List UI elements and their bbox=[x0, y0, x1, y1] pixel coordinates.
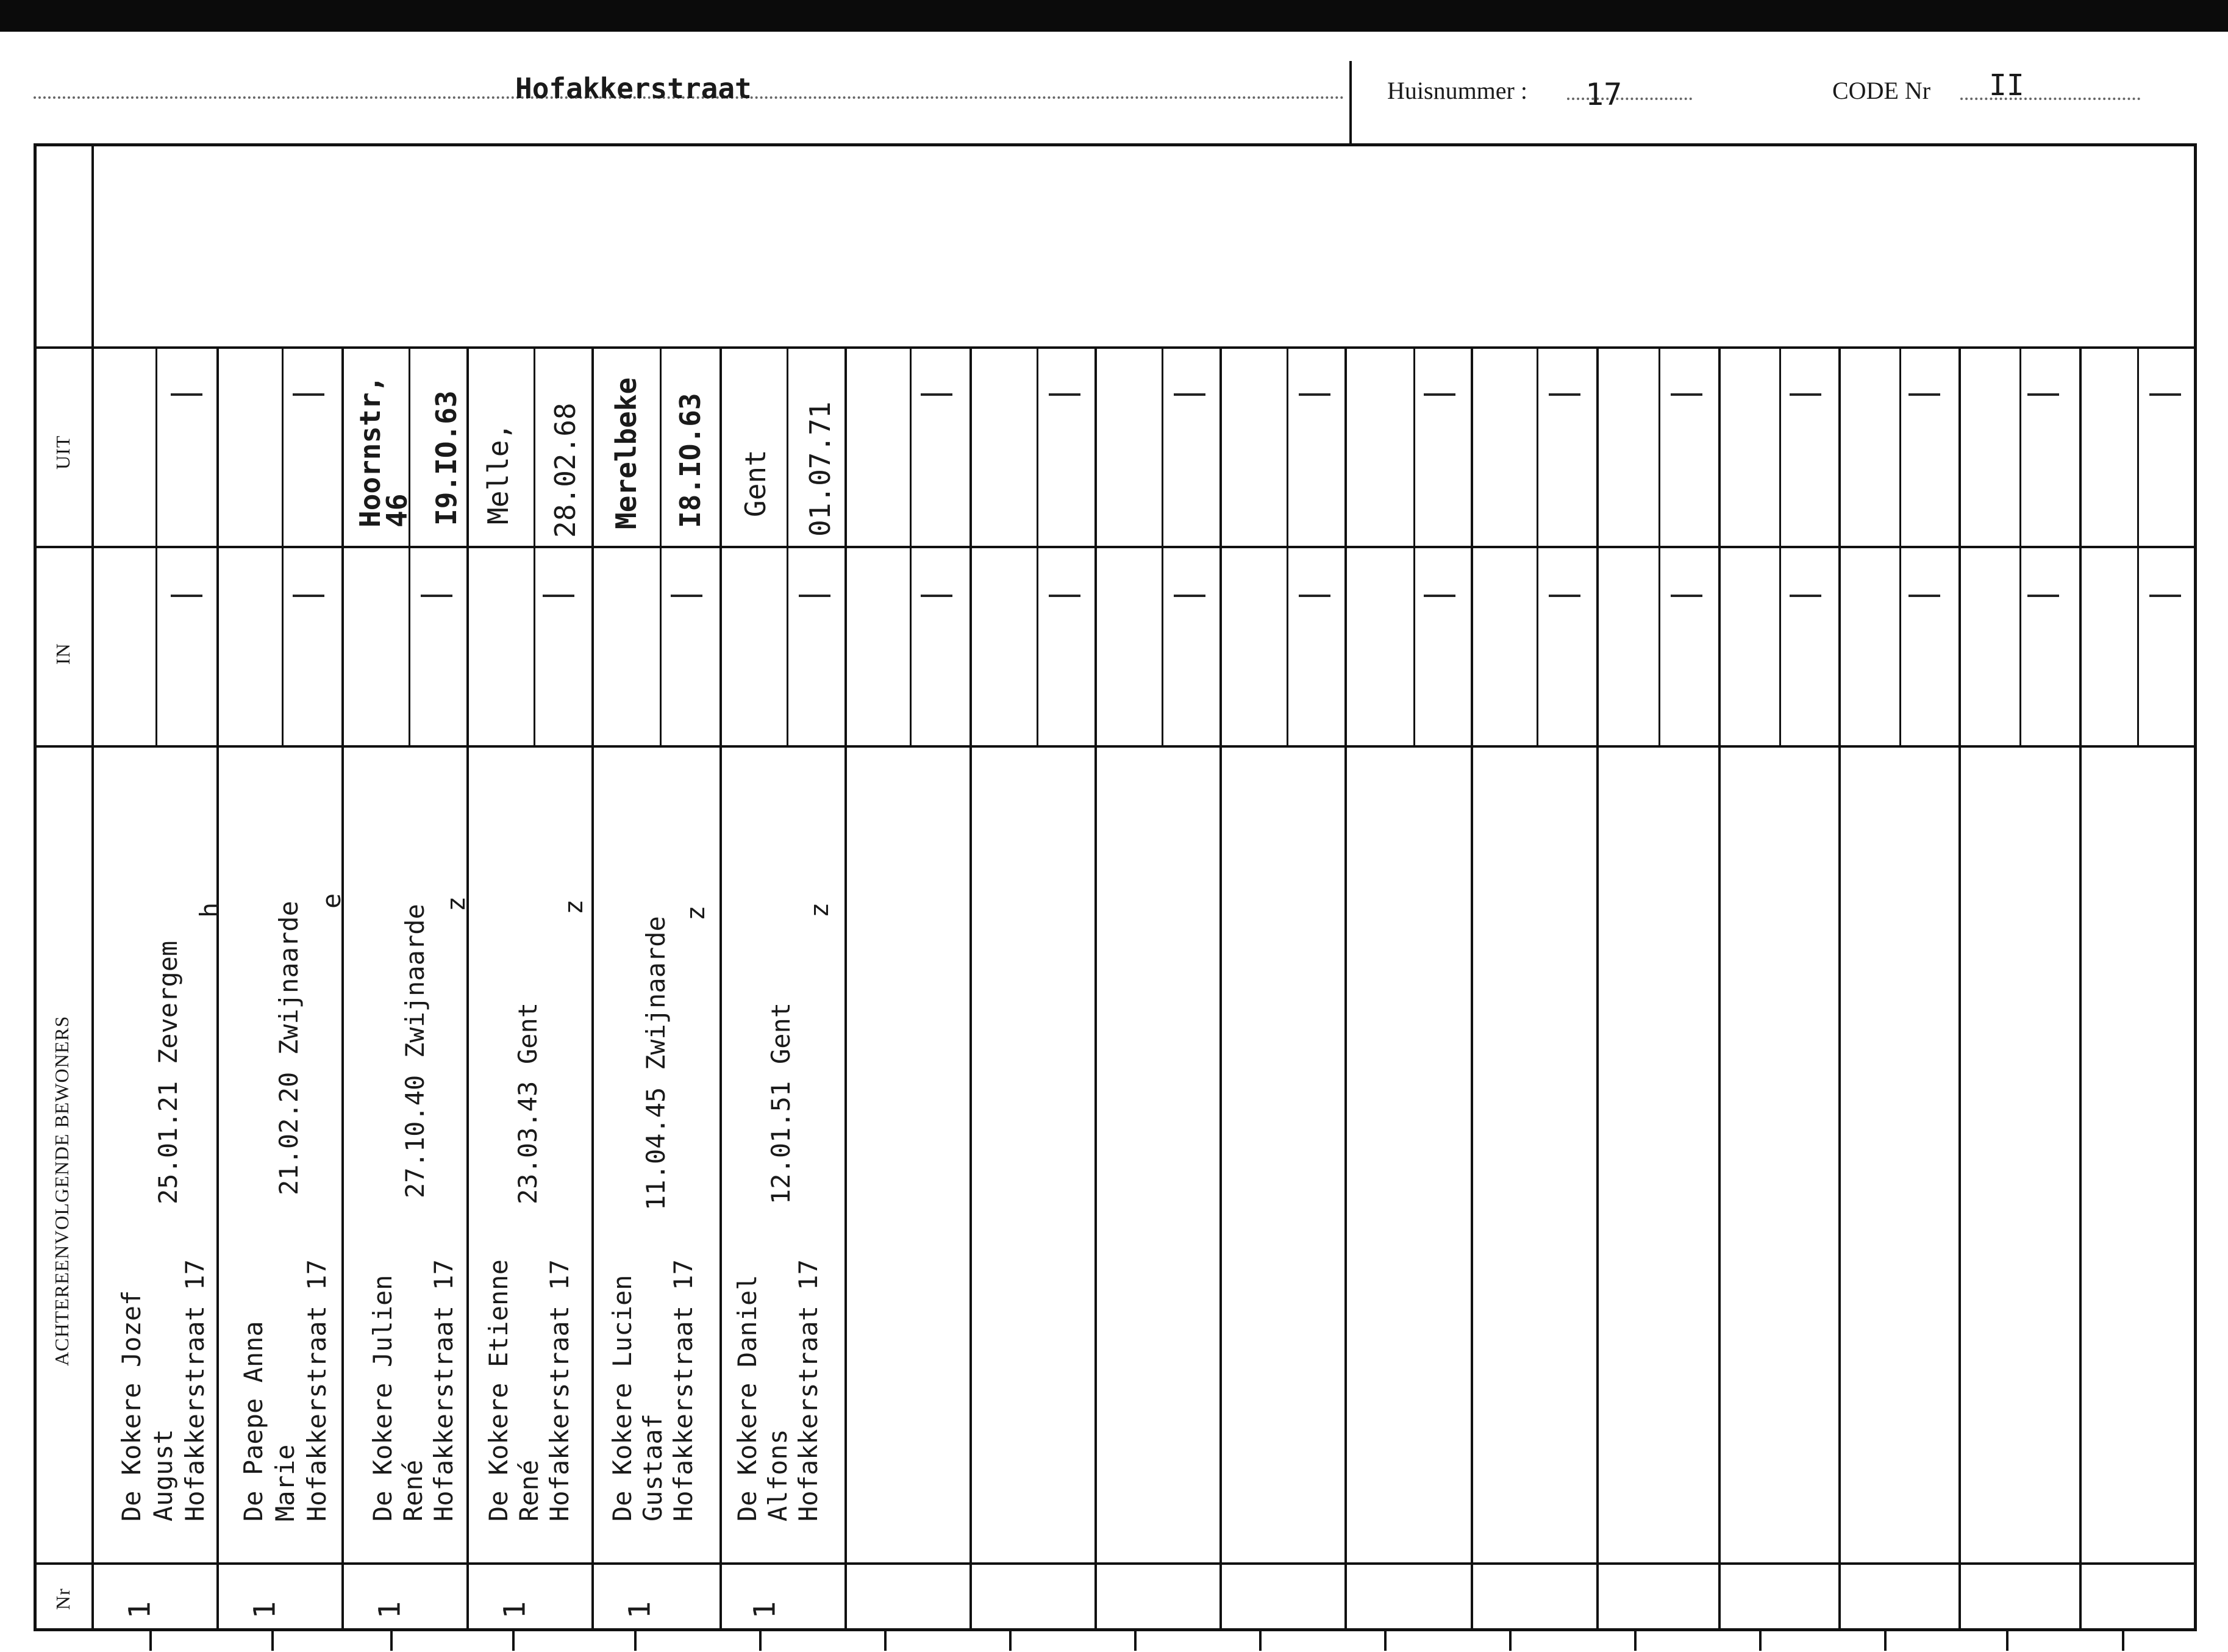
resident-birth-place: Gent bbox=[513, 1002, 543, 1064]
bottom-tick bbox=[2122, 1631, 2124, 1651]
in-dash bbox=[799, 595, 830, 597]
table-right-border bbox=[2194, 143, 2197, 1631]
resident-birth-date: 27.10.40 bbox=[400, 1075, 430, 1198]
in-dash bbox=[921, 595, 952, 597]
half-col-line bbox=[1413, 346, 1415, 745]
uit-place: Hoornstr, 46 bbox=[354, 375, 413, 527]
resident-name: De Kokere Lucien bbox=[607, 1275, 637, 1521]
resident-address: Hofakkerstraat 17 bbox=[793, 1259, 823, 1521]
uit-place: Melle, bbox=[482, 423, 515, 524]
row-label-bewoners: ACHTEREENVOLGENDE BEWONERS bbox=[51, 1015, 73, 1366]
bottom-tick bbox=[390, 1631, 393, 1651]
resident-address: Hofakkerstraat 17 bbox=[668, 1259, 698, 1521]
half-col-line bbox=[2019, 346, 2021, 745]
table-top-border bbox=[34, 143, 2196, 146]
col-line bbox=[591, 346, 594, 1631]
in-dash bbox=[1671, 595, 1702, 597]
street-name: Hofakkerstraat bbox=[515, 72, 752, 105]
in-dash bbox=[1790, 595, 1821, 597]
bottom-tick bbox=[634, 1631, 637, 1651]
half-col-line bbox=[282, 346, 284, 745]
half-col-line bbox=[787, 346, 788, 745]
uit-dash bbox=[2027, 393, 2059, 396]
in-dash bbox=[1174, 595, 1205, 597]
resident-birth-date: 23.03.43 bbox=[513, 1081, 543, 1204]
uit-place: Merelbeke bbox=[610, 377, 643, 529]
col-line bbox=[1219, 346, 1222, 1631]
col-line bbox=[466, 346, 469, 1631]
in-dash bbox=[543, 595, 574, 597]
col-line bbox=[341, 346, 344, 1631]
resident-given-name: René bbox=[398, 1459, 428, 1521]
resident-birth-place: Gent bbox=[766, 1002, 796, 1064]
resident-given-name: August bbox=[148, 1429, 178, 1521]
huisnummer-label: Huisnummer : bbox=[1387, 77, 1527, 104]
table-left-border bbox=[34, 143, 37, 1631]
in-dash bbox=[2149, 595, 2181, 597]
resident-birth-place: Zwijnaarde bbox=[641, 916, 671, 1070]
resident-nr: 1 bbox=[123, 1601, 157, 1619]
half-col-line bbox=[1287, 346, 1288, 745]
uit-place: Gent bbox=[739, 449, 772, 517]
resident-birth-date: 21.02.20 bbox=[274, 1071, 304, 1195]
resident-birth-date: 25.01.21 bbox=[153, 1081, 183, 1204]
row-label-nr: Nr bbox=[52, 1588, 74, 1610]
uit-dash bbox=[921, 393, 952, 396]
resident-mark: z bbox=[680, 905, 710, 921]
uit-dash bbox=[1790, 393, 1821, 396]
resident-birth-date: 12.01.51 bbox=[766, 1081, 796, 1204]
col-line bbox=[1094, 346, 1097, 1631]
bottom-tick bbox=[1759, 1631, 1762, 1651]
resident-address: Hofakkerstraat 17 bbox=[302, 1259, 332, 1521]
label-column-border bbox=[91, 143, 94, 1631]
resident-mark: z bbox=[441, 896, 471, 912]
half-col-line bbox=[155, 346, 157, 745]
bottom-tick bbox=[1384, 1631, 1387, 1651]
uit-dash bbox=[1424, 393, 1455, 396]
half-col-line bbox=[1899, 346, 1901, 745]
resident-address: Hofakkerstraat 17 bbox=[180, 1259, 210, 1521]
half-col-line bbox=[1659, 346, 1660, 745]
in-dash bbox=[2027, 595, 2059, 597]
resident-given-name: Gustaaf bbox=[638, 1413, 668, 1521]
in-dash bbox=[671, 595, 702, 597]
half-col-line bbox=[1537, 346, 1538, 745]
in-dash bbox=[421, 595, 452, 597]
col-line bbox=[844, 346, 847, 1631]
resident-given-name: Marie bbox=[270, 1444, 300, 1521]
half-col-line bbox=[1037, 346, 1038, 745]
row-line-uit bbox=[34, 546, 2196, 548]
half-col-line bbox=[2137, 346, 2139, 745]
resident-given-name: Alfons bbox=[763, 1429, 793, 1521]
uit-dash bbox=[1049, 393, 1080, 396]
code-dotted-line bbox=[1960, 98, 2140, 100]
uit-dash bbox=[1299, 393, 1330, 396]
bottom-tick bbox=[2006, 1631, 2008, 1651]
row-line-in bbox=[34, 745, 2196, 748]
code-label: CODE Nr bbox=[1832, 77, 1931, 104]
resident-name: De Kokere Daniel bbox=[732, 1275, 762, 1521]
col-line bbox=[1596, 346, 1599, 1631]
bottom-tick bbox=[512, 1631, 515, 1651]
bottom-tick bbox=[1259, 1631, 1262, 1651]
uit-date: I8.IO.63 bbox=[674, 393, 707, 528]
bottom-tick bbox=[1134, 1631, 1137, 1651]
resident-mark: h bbox=[195, 902, 224, 918]
row-label-in: IN bbox=[52, 643, 74, 665]
row-line-bewoners bbox=[34, 1562, 2196, 1565]
table-bottom-border bbox=[34, 1628, 2196, 1631]
uit-dash bbox=[1549, 393, 1580, 396]
bottom-tick bbox=[149, 1631, 152, 1651]
uit-date: I9.IO.63 bbox=[430, 390, 463, 526]
resident-birth-place: Zwijnaarde bbox=[274, 901, 304, 1055]
code-value: II bbox=[1989, 68, 2024, 102]
resident-nr: 1 bbox=[623, 1601, 657, 1619]
resident-mark: z bbox=[804, 902, 834, 918]
in-dash bbox=[1299, 595, 1330, 597]
bottom-tick bbox=[1009, 1631, 1012, 1651]
bottom-tick bbox=[759, 1631, 762, 1651]
resident-name: De Kokere Julien bbox=[368, 1275, 398, 1521]
resident-address: Hofakkerstraat 17 bbox=[429, 1259, 459, 1521]
half-col-line bbox=[660, 346, 662, 745]
resident-birth-date: 11.04.45 bbox=[641, 1087, 671, 1210]
col-line bbox=[1471, 346, 1473, 1631]
col-line bbox=[1958, 346, 1961, 1631]
uit-dash bbox=[2149, 393, 2181, 396]
resident-birth-place: Zevergem bbox=[153, 940, 183, 1064]
resident-mark: z bbox=[559, 899, 588, 915]
resident-given-name: René bbox=[514, 1459, 544, 1521]
uit-dash bbox=[171, 393, 202, 396]
uit-date: 28.02.68 bbox=[549, 402, 582, 538]
half-col-line bbox=[1779, 346, 1781, 745]
resident-birth-place: Zwijnaarde bbox=[400, 904, 430, 1058]
in-dash bbox=[1908, 595, 1940, 597]
row-label-uit: UIT bbox=[52, 435, 74, 470]
bottom-tick bbox=[1634, 1631, 1637, 1651]
col-line bbox=[719, 346, 722, 1631]
resident-name: De Paepe Anna bbox=[238, 1321, 268, 1521]
col-line bbox=[969, 346, 972, 1631]
bottom-tick bbox=[271, 1631, 274, 1651]
in-dash bbox=[1049, 595, 1080, 597]
resident-nr: 1 bbox=[748, 1601, 782, 1619]
resident-mark: e bbox=[316, 893, 346, 909]
in-dash bbox=[171, 595, 202, 597]
half-col-line bbox=[910, 346, 912, 745]
half-col-line bbox=[1162, 346, 1163, 745]
resident-name: De Kokere Jozef bbox=[116, 1290, 146, 1521]
in-dash bbox=[1549, 595, 1580, 597]
bottom-tick bbox=[884, 1631, 887, 1651]
uit-dash bbox=[1174, 393, 1205, 396]
resident-address: Hofakkerstraat 17 bbox=[545, 1259, 574, 1521]
bottom-tick bbox=[1509, 1631, 1512, 1651]
col-line bbox=[1344, 346, 1347, 1631]
half-col-line bbox=[534, 346, 535, 745]
resident-nr: 1 bbox=[498, 1601, 532, 1619]
col-line bbox=[1718, 346, 1721, 1631]
bottom-tick bbox=[1884, 1631, 1887, 1651]
resident-nr: 1 bbox=[373, 1601, 407, 1619]
resident-nr: 1 bbox=[248, 1601, 282, 1619]
huisnummer-value: 17 bbox=[1585, 77, 1623, 112]
uit-dash bbox=[293, 393, 324, 396]
col-line bbox=[1838, 346, 1841, 1631]
in-dash bbox=[1424, 595, 1455, 597]
resident-name: De Kokere Etienne bbox=[484, 1259, 513, 1521]
in-dash bbox=[293, 595, 324, 597]
uit-dash bbox=[1671, 393, 1702, 396]
header-divider bbox=[1349, 61, 1352, 143]
top-border-bar bbox=[0, 0, 2228, 32]
uit-date: 01.07.71 bbox=[804, 401, 837, 537]
col-line bbox=[216, 346, 219, 1631]
uit-dash bbox=[1908, 393, 1940, 396]
col-line bbox=[2079, 346, 2082, 1631]
